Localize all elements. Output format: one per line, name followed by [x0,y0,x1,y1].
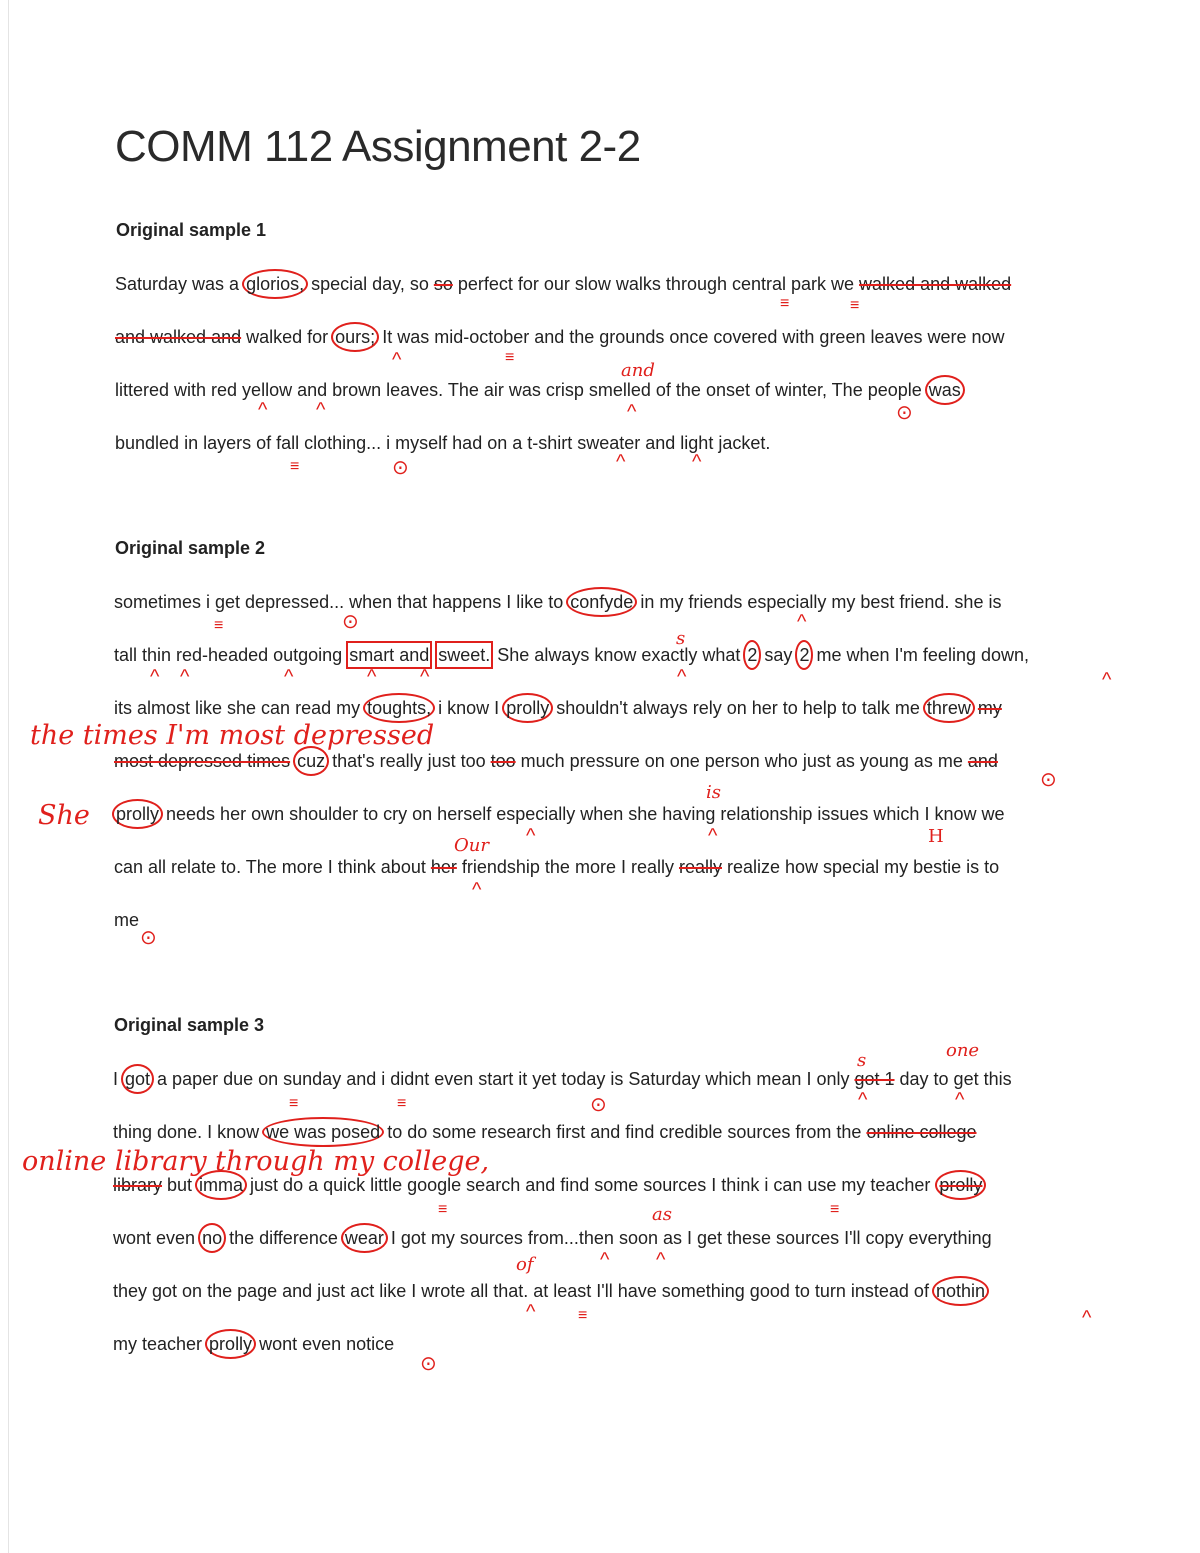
text-segment: i know I [433,698,505,718]
circled-word: confyde [566,587,637,617]
text-segment: realize how special my bestie is to [722,857,1000,877]
text-segment: can all relate to. The more I think about [114,857,431,877]
text-segment: sometimes i get depressed... when that happens I like to [114,592,569,612]
circled-word: we was posed [262,1117,384,1147]
capitalize-mark-icon [850,294,859,314]
circled-word: imma [195,1170,247,1200]
annotation-she: She [38,800,90,831]
annotation-s-mean: s [857,1050,867,1071]
struck-word: library [113,1175,163,1195]
text-line [115,258,1011,311]
insert-caret-icon [797,612,806,632]
capitalize-mark-icon [214,614,223,634]
circled-word: cuz [293,746,329,776]
text-line [113,1265,1012,1318]
text-segment: a paper due on sunday and i didnt even start it yet today is Saturday which mean I only [152,1069,855,1089]
text-segment: wont even notice [254,1334,395,1354]
struck-word: really [678,857,722,877]
text-segment: that's really just too [327,751,491,771]
text-segment: It was mid-october and the grounds once covered with green leaves were now [377,327,1005,347]
text-line [113,1318,1012,1371]
insert-caret-icon [1102,670,1111,690]
capitalize-mark-icon [290,455,299,475]
text-segment: thing done. I know [113,1122,265,1142]
circled-word: nothin [932,1276,989,1306]
text-line [113,1212,1012,1265]
text-segment: littered with red yellow and brown leaves. The air was crisp smelled of the onset of winter, The people [115,380,927,400]
text-line [114,629,1029,682]
text-line [115,311,1011,364]
period-mark-icon [140,928,157,948]
struck-word: and walked and [115,327,242,347]
period-mark-icon [1040,770,1057,790]
sample-1-text [115,258,1011,470]
insert-caret-icon [258,400,267,420]
insert-caret-icon [955,1090,964,1110]
annotation-our: Our [454,835,489,856]
annotation-online-library: online library through my college, [22,1146,490,1177]
text-line [114,788,1029,841]
struck-word: most depressed times [114,751,291,771]
capitalize-mark-icon [438,1198,447,1218]
circled-word: got [121,1064,154,1094]
text-segment: to do some research first and find credible sources from the [382,1122,867,1142]
boxed-word: sweet. [435,641,493,669]
text-segment: I got my sources from...then soon as I get these sources I'll copy everything [385,1228,992,1248]
insert-caret-icon [526,826,535,846]
text-segment: they got on the page and just act like I wrote all that. at least I'll have something good to turn instead of [113,1281,934,1301]
boxed-word: smart and [346,641,432,669]
circled-word: 2 [743,640,761,670]
insert-caret-icon [656,1250,665,1270]
insert-caret-icon [284,667,293,687]
insert-caret-icon [420,667,429,687]
insert-caret-icon [392,350,401,370]
text-segment: me [114,910,140,930]
annotation-and: and [621,360,655,381]
circled-word: 2 [795,640,813,670]
text-line [114,894,1029,947]
circled-word: threw [923,693,975,723]
insert-caret-icon [692,452,701,472]
text-segment: me when I'm feeling down, [811,645,1029,665]
struck-word: got 1 [854,1069,895,1089]
struck-word: walked and walked [859,274,1012,294]
text-segment: shouldn't always rely on her to help to talk me [551,698,925,718]
annotation-h: H [928,826,944,847]
struck-word: so [433,274,453,294]
struck-word: my [977,698,1002,718]
circled-word: prolly [502,693,553,723]
text-segment: I [113,1069,124,1089]
circled-word: wear [341,1223,388,1253]
text-segment: She always know exactly what [492,645,746,665]
circled-word: glorios, [242,269,308,299]
insert-caret-icon [858,1090,867,1110]
insert-caret-icon [1082,1308,1091,1328]
struck-word: her [430,857,457,877]
annotation-one: one [946,1040,980,1061]
text-segment: bundled in layers of fall clothing... i myself had on a t-shirt sweater and light jacket. [115,433,771,453]
capitalize-mark-icon [505,346,514,366]
capitalize-mark-icon [397,1092,406,1112]
circled-word: was [925,375,965,405]
section-heading: Original sample 1 [116,220,267,240]
period-mark-icon [420,1354,437,1374]
insert-caret-icon [708,826,717,846]
page-title: COMM 112 Assignment 2-2 [115,122,641,171]
sample-3-text [113,1053,1012,1371]
text-segment: its almost like she can read my [114,698,366,718]
text-segment: say [759,645,798,665]
capitalize-mark-icon [578,1304,587,1324]
text-line [115,417,1011,470]
insert-caret-icon [180,667,189,687]
insert-caret-icon [627,402,636,422]
circled-word: prolly [205,1329,256,1359]
text-segment: in my friends especially my best friend. she is [635,592,1002,612]
period-mark-icon [590,1095,607,1115]
struck-word: and [967,751,998,771]
period-mark-icon [896,403,913,423]
annotation-of: of [516,1254,534,1275]
struck-word: online college [866,1122,977,1142]
text-segment: wont even [113,1228,201,1248]
insert-caret-icon [677,667,686,687]
text-segment: perfect for our slow walks through central park we [452,274,860,294]
insert-caret-icon [316,400,325,420]
text-segment: day to get this [894,1069,1012,1089]
capitalize-mark-icon [289,1092,298,1112]
circled-struck-word: prolly [935,1170,986,1200]
section-heading: Original sample 2 [115,538,266,558]
circled-word: ours; [331,322,379,352]
text-line [113,1053,1012,1106]
text-segment: needs her own shoulder to cry on herself especially when she having relationship issues which I know we [161,804,1005,824]
text-line [114,841,1029,894]
annotation-is: is [706,782,721,803]
struck-word: too [490,751,516,771]
text-segment: my teacher [113,1334,208,1354]
capitalize-mark-icon [830,1198,839,1218]
annotation-s: s [676,628,686,649]
text-line [115,364,1011,417]
text-segment: tall thin red-headed outgoing [114,645,348,665]
insert-caret-icon [616,452,625,472]
circled-word: prolly [112,799,163,829]
text-segment: much pressure on one person who just as young as me [515,751,968,771]
text-segment: special day, so [306,274,434,294]
scan-edge [8,0,9,1553]
text-line [114,576,1029,629]
insert-caret-icon [472,880,481,900]
text-segment: the difference [224,1228,343,1248]
text-segment: just do a quick little google search and find some sources I think i can use my teacher [245,1175,936,1195]
insert-caret-icon [367,667,376,687]
insert-caret-icon [150,667,159,687]
text-segment: friendship the more I really [456,857,679,877]
sample-2-text [114,576,1029,947]
capitalize-mark-icon [780,292,789,312]
period-mark-icon [342,612,359,632]
text-segment: Saturday was a [115,274,245,294]
annotation-as: as [652,1204,672,1225]
circled-word: toughts, [363,693,435,723]
insert-caret-icon [600,1250,609,1270]
period-mark-icon [392,458,409,478]
annotation-the-times: the times I'm most depressed [30,720,435,751]
text-segment: walked for [241,327,334,347]
text-segment: but [162,1175,198,1195]
circled-word: no [198,1223,226,1253]
insert-caret-icon [526,1302,535,1322]
section-heading: Original sample 3 [114,1015,265,1035]
